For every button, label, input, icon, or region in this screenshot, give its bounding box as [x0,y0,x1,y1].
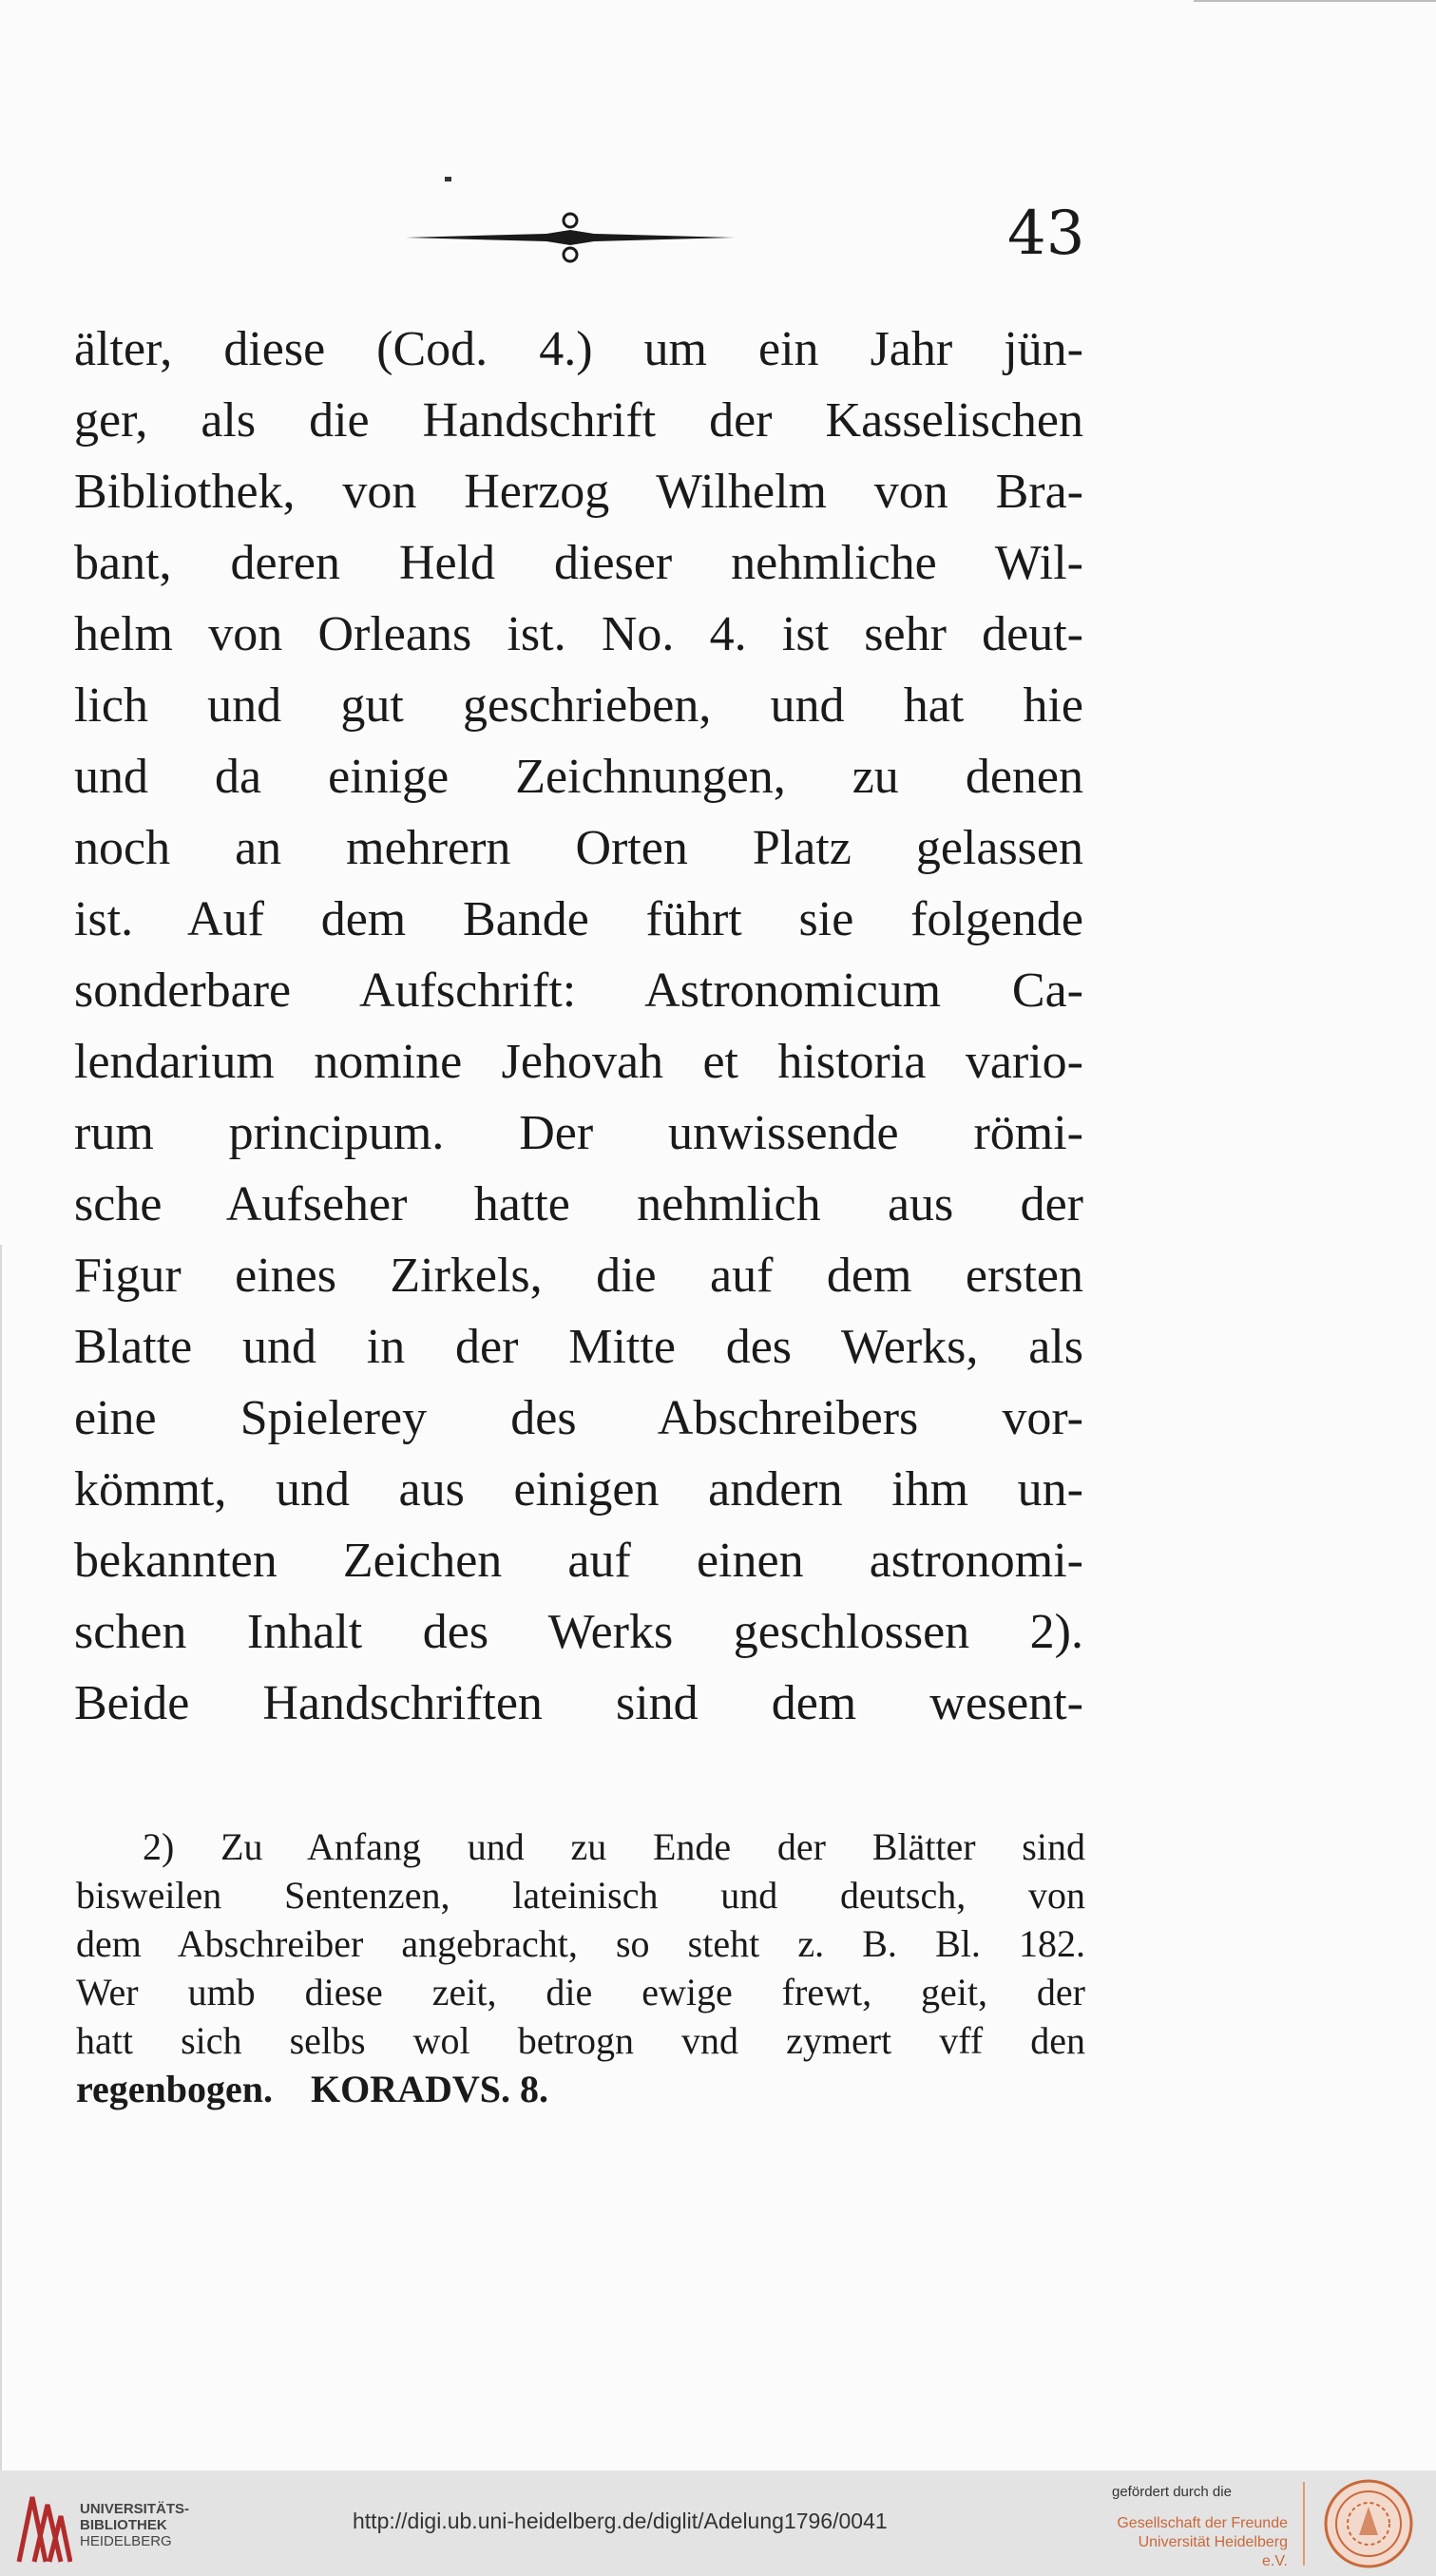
text-line: Figur eines Zirkels, die auf dem ersten [74,1249,1083,1303]
text-line: Blatte und in der Mitte des Werks, als [74,1320,1083,1374]
library-name-line: BIBLIOTHEK [80,2517,167,2533]
sponsor-divider [1303,2482,1305,2566]
text-line: und da einige Zeichnungen, zu denen [74,750,1083,804]
footnote-line: 2) Zu Anfang und zu Ende der Blätter sind [143,1825,1085,1868]
text-line: ist. Auf dem Bande führt sie folgende [74,892,1083,946]
sponsor-label: gefördert durch die [1112,2484,1232,2500]
footnote-line [76,2065,1085,2113]
sponsor-name-line: Universität Heidelberg e.V. [1138,2534,1288,2569]
footnote-end-word: regenbogen. [76,2068,274,2110]
university-seal-icon[interactable] [1323,2478,1414,2569]
top-edge-line [1194,0,1436,2]
text-line: Beide Handschriften sind dem wesent- [74,1676,1083,1730]
library-name-line: UNIVERSITÄTS- [80,2501,190,2517]
print-mark [445,177,451,181]
footnote-end-word: KORADVS. 8. [311,2068,549,2110]
text-line: Bibliothek, von Herzog Wilhelm von Bra- [74,465,1083,519]
footnote-line: hatt sich selbs wol betrogn vnd zymert vff den [76,2019,1085,2062]
university-library-logo[interactable] [13,2488,72,2566]
footnote-line: Wer umb diese zeit, die ewige frewt, geit, der [76,1971,1085,2013]
text-line: älter, diese (Cod. 4.) um ein Jahr jün- [74,322,1083,376]
sponsor-name-line: Gesellschaft der Freunde [1117,2515,1288,2531]
sponsor-name [1112,2514,1288,2571]
library-name [80,2501,189,2549]
text-line: helm von Orleans ist. No. 4. ist sehr deut- [74,607,1083,661]
text-line: noch an mehrern Orten Platz gelassen [74,821,1083,875]
library-name-line: HEIDELBERG [80,2533,172,2549]
footnote-line: bisweilen Sentenzen, lateinisch und deutsch, von [76,1874,1085,1917]
text-line: ger, als die Handschrift der Kasselischen [74,393,1083,448]
text-line: bekannten Zeichen auf einen astronomi- [74,1534,1083,1588]
header-ornament [404,211,737,264]
footnote-line: dem Abschreiber angebracht, so steht z. B. Bl. 182. [76,1922,1085,1965]
page-number: 43 [1007,199,1085,269]
text-line: kömmt, und aus einigen andern ihm un- [74,1462,1083,1517]
text-line: eine Spielerey des Abschreibers vor- [74,1391,1083,1445]
source-url[interactable]: http://digi.ub.uni-heidelberg.de/diglit/Adelung1796/0041 [353,2509,888,2533]
text-line: bant, deren Held dieser nehmliche Wil- [74,536,1083,590]
text-line: lich und gut geschrieben, und hat hie [74,678,1083,733]
text-line: sonderbare Aufschrift: Astronomicum Ca- [74,964,1083,1018]
text-line: schen Inhalt des Werks geschlossen 2). [74,1605,1083,1659]
text-line: sche Aufseher hatte nehmlich aus der [74,1177,1083,1231]
page-edge-line [0,1245,2,2471]
footnotes [76,1822,1085,2113]
text-line: lendarium nomine Jehovah et historia vario- [74,1035,1083,1089]
text-line: rum principum. Der unwissende römi- [74,1106,1083,1160]
body-text [74,314,1083,1739]
footer-bar [0,2471,1436,2576]
